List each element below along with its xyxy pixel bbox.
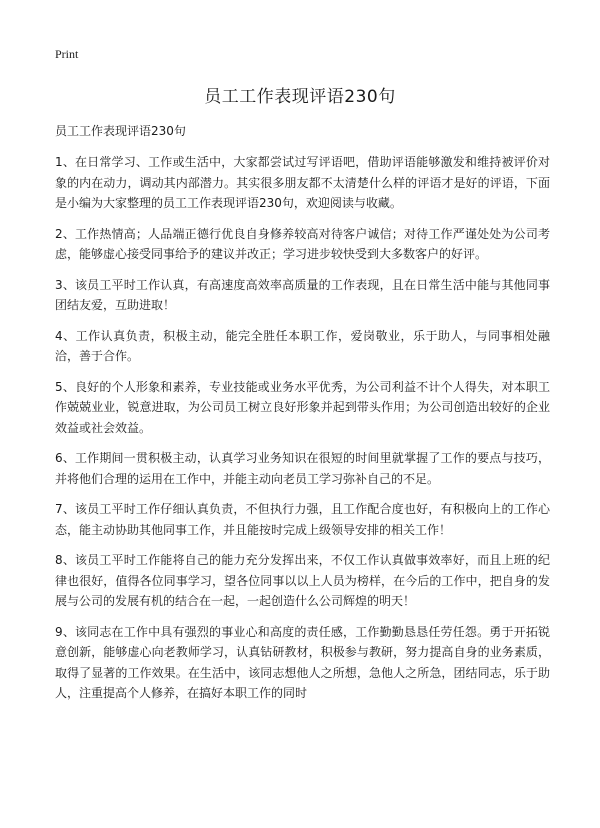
paragraph-1: 1、在日常学习、工作或生活中，大家都尝试过写评语吧，借助评语能够激发和维持被评价对象的内在动力，调动其内部潜力。其实很多朋友都不太清楚什么样的评语才是好的评语，下面是小编为大家整理的员工工作表现评语230句，欢迎阅读与收藏。 bbox=[55, 155, 550, 210]
paragraph-8: 8、该员工平时工作能将自己的能力充分发挥出来，不仅工作认真做事效率好，而且上班的纪律也很好，值得各位同事学习，望各位同事以以上人员为榜样，在今后的工作中，把自身的发展与公司的发展有机的结合在一起，一起创造什么公司辉煌的明天！ bbox=[55, 553, 550, 608]
paragraph-4: 4、工作认真负责，积极主动，能完全胜任本职工作，爱岗敬业，乐于助人，与同事相处融洽，善于合作。 bbox=[55, 328, 550, 363]
document-subtitle: 员工工作表现评语230句 bbox=[55, 124, 186, 138]
document-body bbox=[55, 121, 550, 714]
paragraph-2: 2、工作热情高；人品端正德行优良自身修养较高对待客户诚信；对待工作严谨处处为公司考虑，能够虚心接受同事给予的建议并改正；学习进步较快受到大多数客户的好评。 bbox=[55, 226, 550, 261]
print-link[interactable]: Print bbox=[55, 47, 79, 61]
paragraph-5: 5、良好的个人形象和素养，专业技能或业务水平优秀，为公司利益不计个人得失，对本职工作兢兢业业，锐意进取，为公司员工树立良好形象并起到带头作用；为公司创造出较好的企业效益或社会效益。 bbox=[55, 379, 550, 435]
paragraph-9: 9、该同志在工作中具有强烈的事业心和高度的责任感，工作勤勤恳恳任劳任怨。勇于开拓锐意创新，能够虚心向老教师学习，认真钻研教材，积极参与教研，努力提高自身的业务素质，取得了显著的工作效果。在生活中，该同志想他人之所想，急他人之所急，团结同志，乐于助人，注重提高个人修养，在搞好本职工作的同时 bbox=[55, 624, 550, 700]
document-title: 员工工作表现评语230句 bbox=[204, 87, 396, 107]
paragraph-7: 7、该员工平时工作仔细认真负责，不但执行力强，且工作配合度也好，有积极向上的工作心态，能主动协助其他同事工作，并且能按时完成上级领导安排的相关工作！ bbox=[55, 502, 550, 537]
paragraph-6: 6、工作期间一贯积极主动，认真学习业务知识在很短的时间里就掌握了工作的要点与技巧，并将他们合理的运用在工作中，并能主动向老员工学习弥补自己的不足。 bbox=[55, 451, 550, 486]
paragraph-3: 3、该员工平时工作认真，有高速度高效率高质量的工作表现，且在日常生活中能与其他同事团结友爱，互助进取！ bbox=[55, 277, 550, 312]
